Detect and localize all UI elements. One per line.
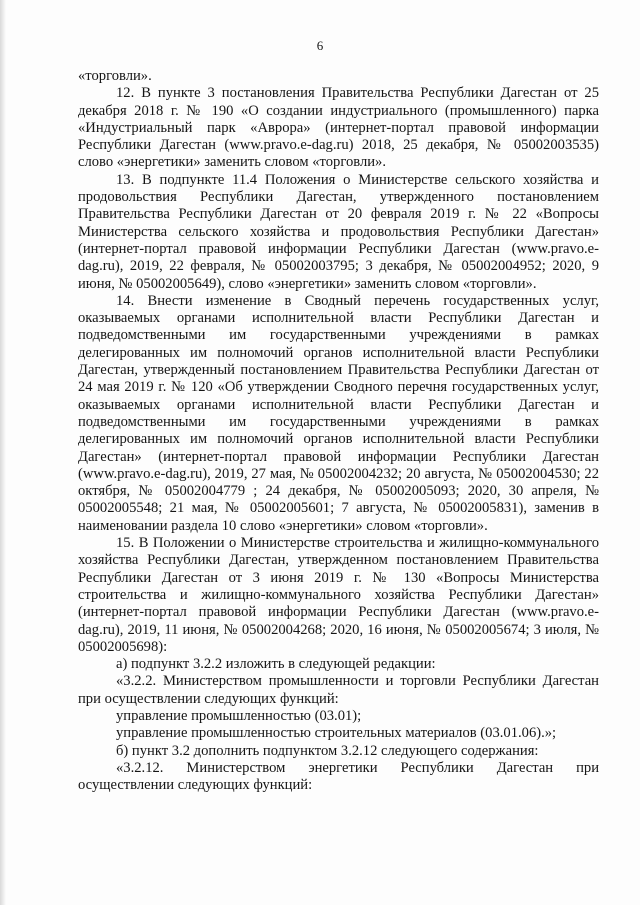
subitem-a: а) подпункт 3.2.2 изложить в следующей редакции: [116,656,436,673]
document-body [78,68,599,794]
subitem-a-function-2: управление промышленностью строительных материалов (03.01.06).»; [116,725,557,742]
scan-edge-shadow [0,0,6,905]
subitem-a-function-1: управление промышленностью (03.01); [116,707,362,724]
paragraph-item-12: 12. В пункте 3 постановления Правительства Республики Дагестан от 25 декабря 2018 г. № 190 «О создании индустриального (промышленного) парка «Индустриальный парк «Аврора» (интернет-портал правовой информации Республики Дагестан (www.pravo.e-dag.ru) 2018, 25 декабря, № 05002003535) слово «энергетики» заменить словом «торговли». [78,85,599,171]
paragraph-item-15: 15. В Положении о Министерстве строительства и жилищно-коммунального хозяйства Республики Дагестан, утвержденном постановлением Правительства Республики Дагестан от 3 июня 2019 г. № 130 «Вопросы Министерства строительства и жилищно-коммунального хозяйства Республики Дагестан» (интернет-портал правовой информации Республики Дагестан (www.pravo.e-dag.ru), 2019, 11 июня, № 05002004268; 2020, 16 июня, № 05002005674; 3 июля, № 05002005698): [78,535,599,655]
paragraph-item-14: 14. Внести изменение в Сводный перечень государственных услуг, оказываемых органами исполнительной власти Республики Дагестан и подведомственными им государственными учреждениями в рамках делегированных им полномочий органов исполнительной власти Республики Дагестан, утвержденный постановлением Правительства Республики Дагестан от 24 мая 2019 г. № 120 «Об утверждении Сводного перечня государственных услуг, оказываемых органами исполнительной власти Республики Дагестан и подведомственными им государственными учреждениями в рамках делегированных им полномочий органов исполнительной власти Республики Дагестан» (интернет-портал правовой информации Республики Дагестан (www.pravo.e-dag.ru), 2019, 27 мая, № 05002004232; 20 августа, № 05002004530; 22 октября, № 05002004779 ; 24 декабря, № 05002005093; 2020, 30 апреля, № 05002005548; 21 мая, № 05002005601; 7 августа, № 05002005831), заменив в наименовании раздела 10 слово «энергетики» словом «торговли». [78,292,599,534]
page-number: 6 [316,38,324,53]
paragraph-continuation: «торговли». [78,68,152,84]
subitem-a-text: «3.2.2. Министерством промышленности и торговли Республики Дагестан при осуществлении следующих функций: [78,673,599,707]
paragraph-item-13: 13. В подпункте 11.4 Положения о Министерстве сельского хозяйства и продовольствия Республики Дагестан, утвержденного постановлением Правительства Республики Дагестан от 20 февраля 2019 г. № 22 «Вопросы Министерства сельского хозяйства и продовольствия Республики Дагестан» (интернет-портал правовой информации Республики Дагестан (www.pravo.e-dag.ru), 2019, 22 февраля, № 05002003795; 3 декабря, № 05002004952; 2020, 9 июня, № 05002005649), слово «энергетики» заменить словом «торговли». [78,171,599,292]
subitem-b: б) пункт 3.2 дополнить подпунктом 3.2.12 следующего содержания: [116,742,539,759]
subitem-b-text: «3.2.12. Министерством энергетики Республики Дагестан при осуществлении следующих функций: [78,759,599,794]
